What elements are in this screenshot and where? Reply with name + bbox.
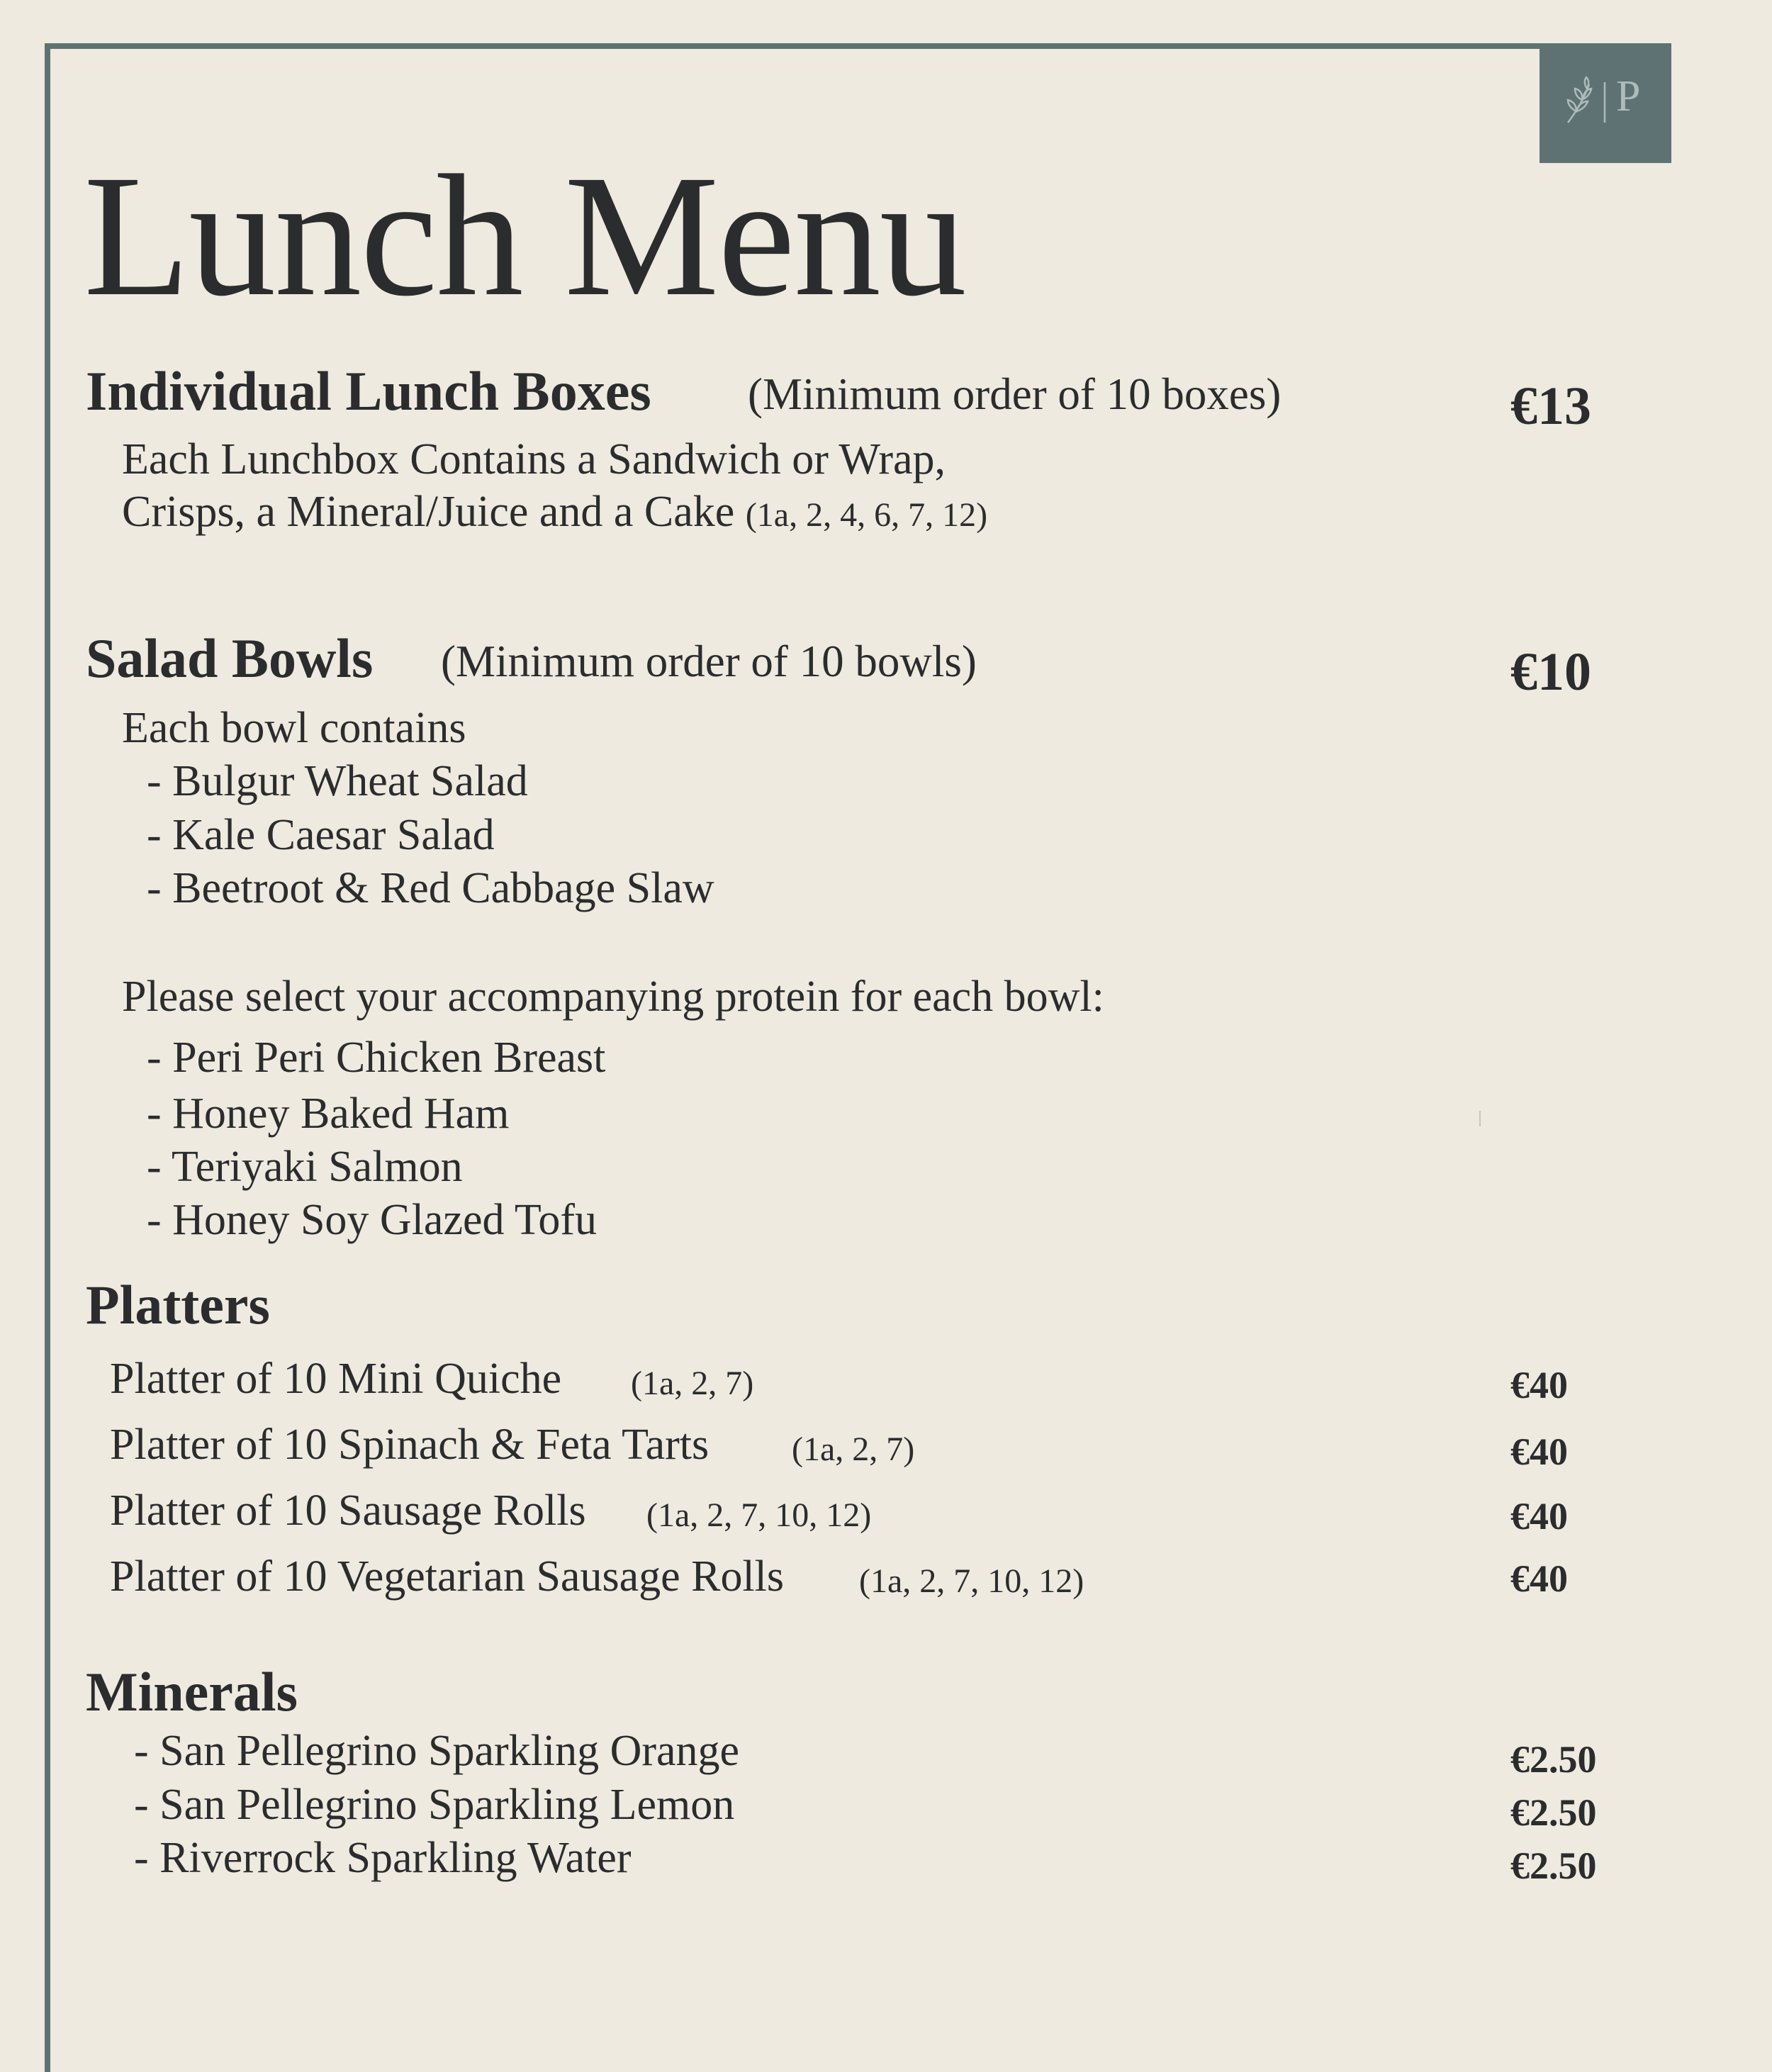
mineral-item-price: €2.50: [1510, 1844, 1597, 1887]
logo: [1540, 43, 1671, 163]
platter-item-price: €40: [1510, 1430, 1568, 1473]
minerals-heading: Minerals: [86, 1661, 298, 1723]
page-title: Lunch Menu: [84, 140, 965, 332]
salad-bowls-price: €10: [1510, 642, 1591, 702]
lunch-boxes-price: €13: [1510, 376, 1591, 436]
frame-top-border: [45, 43, 1540, 49]
protein-item: - Honey Baked Ham: [147, 1090, 510, 1138]
protein-intro: Please select your accompanying protein for each bowl:: [122, 973, 1104, 1021]
platter-item-allergens: (1a, 2, 7): [631, 1365, 754, 1402]
platter-item-price: €40: [1510, 1495, 1568, 1538]
salad-item: - Bulgur Wheat Salad: [147, 757, 528, 805]
platter-item-price: €40: [1510, 1364, 1568, 1406]
lunch-boxes-heading: Individual Lunch Boxes: [86, 360, 651, 422]
protein-item: - Honey Soy Glazed Tofu: [147, 1196, 598, 1244]
platter-item-price: €40: [1510, 1557, 1568, 1600]
salad-bowls-heading: Salad Bowls: [86, 627, 374, 689]
mineral-item-price: €2.50: [1510, 1738, 1597, 1781]
mineral-item-price: €2.50: [1510, 1791, 1597, 1834]
platter-item-name: Platter of 10 Vegetarian Sausage Rolls: [110, 1552, 785, 1601]
mineral-item-name: - San Pellegrino Sparkling Lemon: [134, 1781, 735, 1829]
olive-branch-icon: [1540, 43, 1671, 163]
lunch-boxes-allergens: (1a, 2, 4, 6, 7, 12): [745, 496, 988, 534]
protein-item: - Peri Peri Chicken Breast: [147, 1034, 606, 1082]
lunch-boxes-description-line-2: [122, 490, 987, 534]
lunch-boxes-minimum-note: (Minimum order of 10 boxes): [748, 369, 1282, 419]
divider-mark: [1479, 1111, 1481, 1126]
platter-item-allergens: (1a, 2, 7, 10, 12): [646, 1496, 872, 1534]
platter-item-allergens: (1a, 2, 7): [792, 1430, 915, 1468]
salad-bowls-minimum-note: (Minimum order of 10 bowls): [441, 637, 977, 686]
mineral-item-name: - Riverrock Sparkling Water: [134, 1834, 632, 1882]
platter-item-name: Platter of 10 Mini Quiche: [110, 1355, 562, 1403]
lunch-boxes-description-line-1: Each Lunchbox Contains a Sandwich or Wrap,: [122, 435, 946, 483]
salad-item: - Kale Caesar Salad: [147, 811, 495, 859]
platters-heading: Platters: [86, 1274, 270, 1335]
salad-item: - Beetroot & Red Cabbage Slaw: [147, 864, 714, 912]
platter-item-name: Platter of 10 Spinach & Feta Tarts: [110, 1421, 710, 1469]
lunch-boxes-description-text: Crisps, a Mineral/Juice and a Cake: [122, 488, 735, 536]
protein-item: - Teriyaki Salmon: [147, 1143, 463, 1191]
mineral-item-name: - San Pellegrino Sparkling Orange: [134, 1727, 740, 1775]
salad-bowls-intro: Each bowl contains: [122, 704, 466, 752]
platter-item-name: Platter of 10 Sausage Rolls: [110, 1486, 586, 1535]
platter-item-allergens: (1a, 2, 7, 10, 12): [859, 1562, 1084, 1600]
frame-left-border: [45, 43, 50, 2072]
logo-letter: P: [1616, 72, 1641, 121]
